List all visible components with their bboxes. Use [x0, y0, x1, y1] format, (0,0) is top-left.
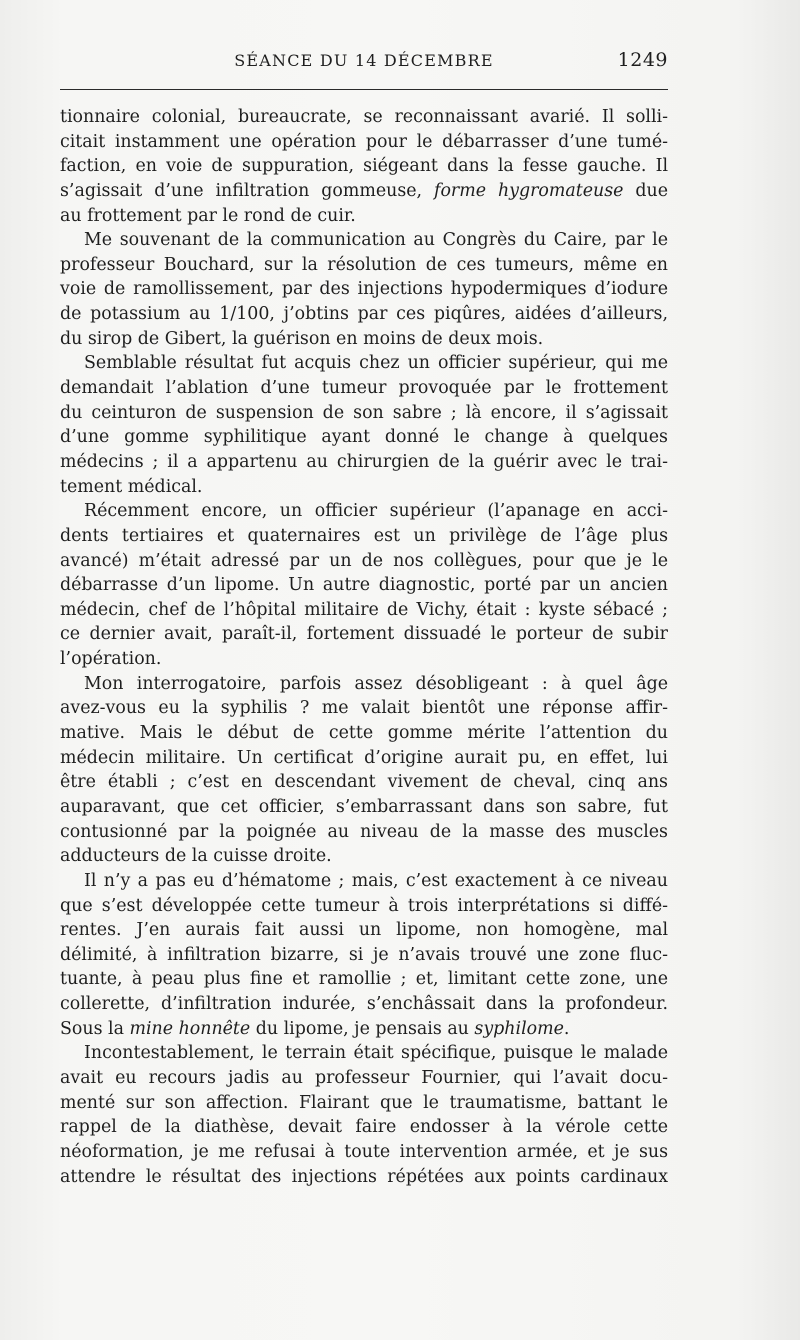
paragraph: [60, 351, 668, 499]
text-line: de potassium au 1/100, j’obtins par ces piqûres, aidées d’ailleurs,: [60, 304, 668, 325]
text-run: due: [623, 180, 669, 201]
text-line: auparavant, que cet officier, s’embarrassant dans son sabre, fut: [60, 796, 668, 817]
paragraph: [60, 869, 668, 1041]
running-head: [60, 51, 668, 77]
text-run: Sous la: [60, 1018, 130, 1039]
text-line: rappel de la diathèse, devait faire endosser à la vérole cette: [60, 1117, 668, 1138]
text-line: voie de ramollissement, par des injections hypodermiques d’iodure: [60, 279, 668, 300]
text-line: médecin militaire. Un certificat d’origine aurait pu, en effet, lui: [60, 747, 668, 768]
text-line: ce dernier avait, paraît-il, fortement dissuadé le porteur de subir: [60, 624, 668, 645]
text-line: Il n’y a pas eu d’hématome ; mais, c’est exactement à ce niveau: [84, 870, 668, 891]
text-run: .: [563, 1018, 570, 1039]
text-line: attendre le résultat des injections répétées aux points cardinaux: [60, 1166, 668, 1187]
text-line: médecins ; il a appartenu au chirurgien de la guérir avec le trai-: [60, 451, 668, 472]
text-line: tuante, à peau plus fine et ramollie ; et, limitant cette zone, une: [60, 969, 668, 990]
text-run: s’agissait d’une infiltration gommeuse,: [60, 180, 423, 201]
text-line: adducteurs de la cuisse droite.: [60, 846, 332, 867]
text-line: que s’est développée cette tumeur à trois interprétations si diffé-: [60, 895, 668, 916]
text-line: médecin, chef de l’hôpital militaire de Vichy, était : kyste sébacé ;: [60, 599, 668, 620]
text-line: délimité, à infiltration bizarre, si je n’avais trouvé une zone fluc-: [60, 944, 668, 965]
text-line: menté sur son affection. Flairant que le traumatisme, battant le: [60, 1092, 668, 1113]
text-line: dents tertiaires et quaternaires est un privilège de l’âge plus: [60, 525, 668, 546]
paragraph: [60, 1041, 668, 1189]
text-line: [60, 179, 668, 204]
header-rule: [60, 89, 668, 90]
text-line: Semblable résultat fut acquis chez un officier supérieur, qui me: [84, 353, 668, 374]
body-text: [60, 105, 668, 1189]
text-line: tement médical.: [60, 476, 203, 497]
text-line: Incontestablement, le terrain était spécifique, puisque le malade: [84, 1043, 668, 1064]
text-line: du ceinturon de suspension de son sabre ; là encore, il s’agissait: [60, 402, 668, 423]
italic-phrase: mine honnête: [129, 1018, 251, 1039]
text-line: néoformation, je me refusai à toute intervention armée, et je sus: [60, 1141, 668, 1162]
text-line: avancé) m’était adressé par un de nos collègues, pour que je le: [60, 550, 668, 571]
text-line: avez-vous eu la syphilis ? me valait bientôt une réponse affir-: [60, 698, 668, 719]
text-line: [60, 1017, 668, 1042]
text-line: demandait l’ablation d’une tumeur provoquée par le frottement: [60, 378, 668, 399]
text-line: avait eu recours jadis au professeur Fournier, qui l’avait docu-: [60, 1067, 668, 1088]
text-run: du lipome, je pensais au: [250, 1018, 475, 1039]
text-line: collerette, d’infiltration indurée, s’enchâssait dans la profondeur.: [60, 994, 668, 1015]
text-line: rentes. J’en aurais fait aussi un lipome, non homogène, mal: [60, 920, 668, 941]
text-line: du sirop de Gibert, la guérison en moins de deux mois.: [60, 328, 544, 349]
text-line: Me souvenant de la communication au Congrès du Caire, par le: [84, 230, 668, 251]
running-head-title: SÉANCE DU 14 DÉCEMBRE: [234, 51, 494, 70]
text-line: Récemment encore, un officier supérieur (l’apanage en acci-: [84, 501, 668, 522]
text-line: d’une gomme syphilitique ayant donné le change à quelques: [60, 427, 668, 448]
italic-phrase: forme hygromateuse: [434, 180, 624, 201]
italic-phrase: syphilome: [474, 1018, 564, 1039]
text-line: mative. Mais le début de cette gomme mérite l’attention du: [60, 723, 668, 744]
page-number: 1249: [617, 49, 668, 71]
text-line: Mon interrogatoire, parfois assez désobligeant : à quel âge: [84, 673, 668, 694]
text-line: contusionné par la poignée au niveau de la masse des muscles: [60, 821, 668, 842]
paragraph: [60, 105, 668, 228]
text-line: tionnaire colonial, bureaucrate, se reconnaissant avarié. Il solli-: [60, 107, 668, 127]
text-line: faction, en voie de suppuration, siégeant dans la fesse gauche. Il: [60, 156, 668, 177]
text-line: au frottement par le rond de cuir.: [60, 205, 356, 226]
text-line: débarrasse d’un lipome. Un autre diagnostic, porté par un ancien: [60, 575, 668, 596]
paragraph: [60, 228, 668, 351]
text-line: l’opération.: [60, 649, 162, 670]
paragraph: [60, 672, 668, 869]
paragraph: [60, 499, 668, 671]
text-line: citait instamment une opération pour le débarrasser d’une tumé-: [60, 131, 668, 152]
text-line: professeur Bouchard, sur la résolution de ces tumeurs, même en: [60, 254, 668, 275]
text-line: être établi ; c’est en descendant vivement de cheval, cinq ans: [60, 772, 668, 793]
